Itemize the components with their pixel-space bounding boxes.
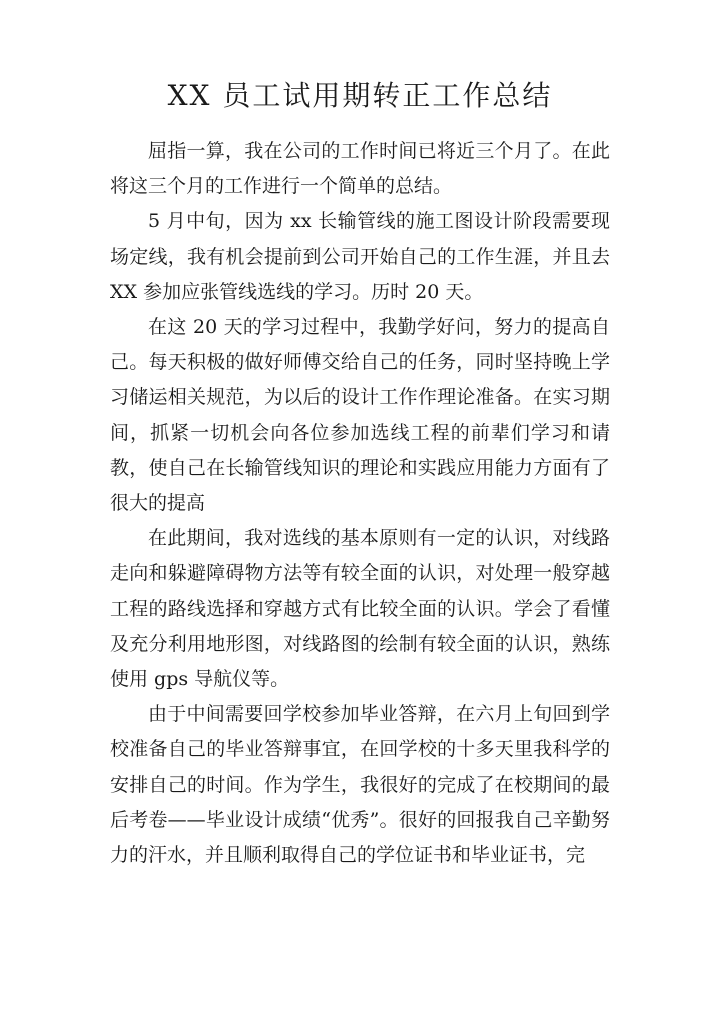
paragraph-1: 屈指一算，我在公司的工作时间已将近三个月了。在此将这三个月的工作进行一个简单的总结。 xyxy=(110,140,610,198)
paragraph-3: 在这 20 天的学习过程中，我勤学好问，努力的提高自己。每天积极的做好师傅交给自己的任务，同时坚持晚上学习储运相关规范，为以后的设计工作作理论准备。在实习期间，抓紧一切机会向各位参加选线工程的前辈们学习和请教，使自己在长输管线知识的理论和实践应用能力方面有了很大的提高 xyxy=(110,316,610,515)
paragraph-5: 由于中间需要回学校参加毕业答辩，在六月上旬回到学校准备自己的毕业答辩事宜，在回学校的十多天里我科学的安排自己的时间。作为学生，我很好的完成了在校期间的最后考卷——毕业设计成绩“优秀”。很好的回报我自己辛勤努力的汗水，并且顺利取得自己的学位证书和毕业证书，完 xyxy=(110,703,610,867)
document-title: XX 员工试用期转正工作总结 xyxy=(167,79,553,112)
paragraph-2: 5 月中旬，因为 xx 长输管线的施工图设计阶段需要现场定线，我有机会提前到公司开始自己的工作生涯，并且去 XX 参加应张管线选线的学习。历时 20 天。 xyxy=(110,210,610,303)
document-body xyxy=(110,134,610,873)
paragraph-4: 在此期间，我对选线的基本原则有一定的认识，对线路走向和躲避障碍物方法等有较全面的认识，对处理一般穿越工程的路线选择和穿越方式有比较全面的认识。学会了看懂及充分利用地形图，对线路图的绘制有较全面的认识，熟练使用 gps 导航仪等。 xyxy=(110,527,610,691)
